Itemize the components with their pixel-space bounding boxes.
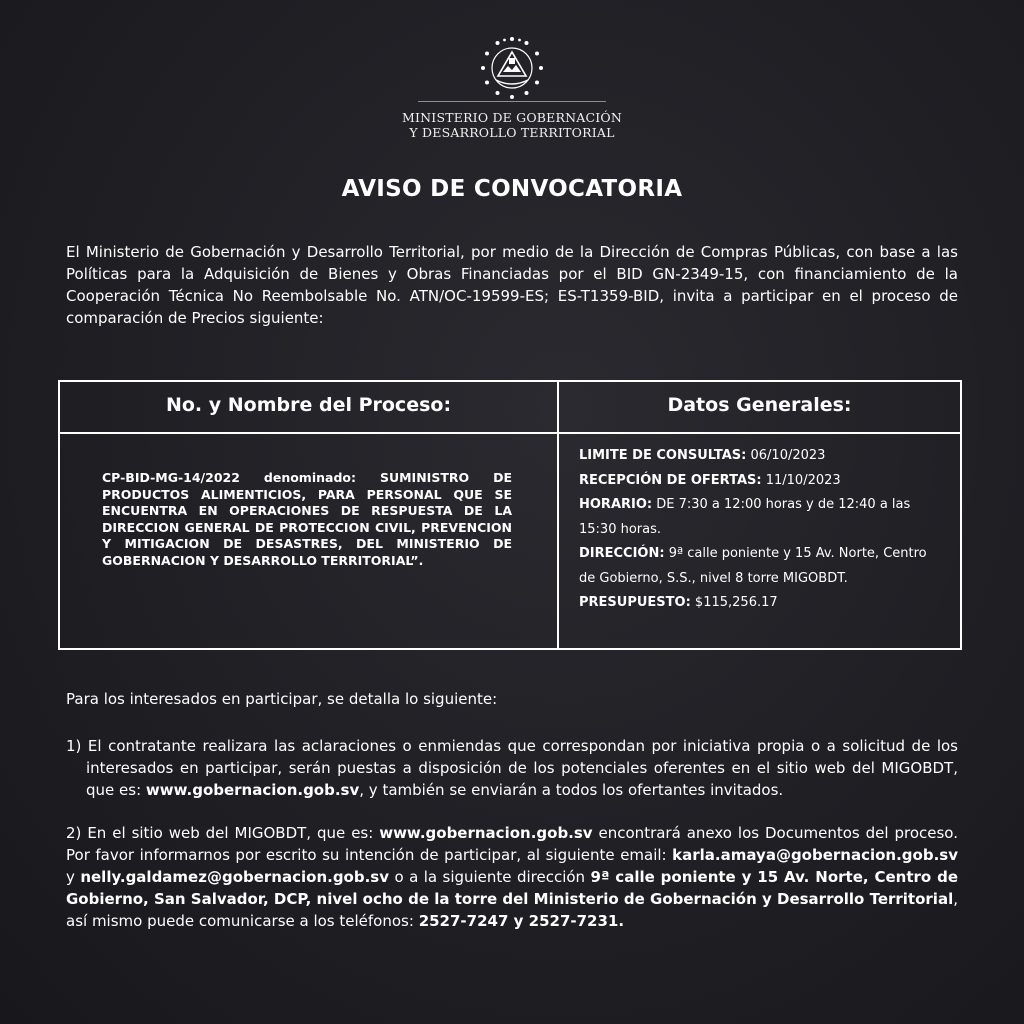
item-2-text-e: , así mismo puede comunicarse a los teléfonos: [66,890,958,930]
item-1 [66,735,958,801]
header-divider [418,101,606,102]
email-karla-link[interactable]: karla.amaya@gobernacion.gob.sv [672,846,958,864]
presupuesto-value: $115,256.17 [690,595,778,610]
process-table [58,380,962,650]
horario [579,493,939,542]
item-2-text-a: 2) En el sitio web del MIGOBDT, que es: [66,824,380,842]
horario-label: HORARIO: [579,497,653,512]
process-description: CP-BID-MG-14/2022 denominado: SUMINISTRO DE PRODUCTOS ALIMENTICIOS, PARA PERSONAL QUE SE ENCUENTRA EN OPERACIONES DE RESPUESTA DE LA DIRECCION GENERAL DE PROTECCION CIVIL, PREVENCION Y MITIGACION DE DESASTRES, DEL MINISTERIO DE GOBERNACION Y DESARROLLO TERRITORIAL”. [102,470,512,568]
limite-label: LIMITE DE CONSULTAS: [579,448,747,463]
intro-paragraph: El Ministerio de Gobernación y Desarrollo Territorial, por medio de la Dirección de Compras Públicas, con base a las Políticas para la Adquisición de Bienes y Obras Financiadas por el BID GN-2349-15, con financiamiento de la Cooperación Técnica No Reembolsable No. ATN/OC-19599-ES; ES-T1359-BID, invita a participar en el proceso de comparación de Precios siguiente: [66,243,958,327]
item-2-text-c: y [66,868,81,886]
email-nelly-link[interactable]: nelly.galdamez@gobernacion.gob.sv [80,868,390,886]
recepcion-ofertas [579,469,939,494]
address-text: 9ª calle poniente y 15 Av. Norte, Centro de Gobierno, San Salvador, DCP, nivel ocho de la torre del Ministerio de Gobernación y Desarrollo Territorial [66,868,959,908]
table-header-divider [60,432,960,434]
direccion-label: DIRECCIÓN: [579,546,665,561]
presupuesto-label: PRESUPUESTO: [579,595,691,610]
general-data [579,444,939,616]
ministry-line-1: MINISTERIO DE GOBERNACIÓN [402,110,622,125]
phone-numbers: 2527-7247 y 2527-7231. [418,912,625,930]
item-2-text-b: encontrará anexo los Documentos del proceso. Por favor informarnos por escrito su intención de participar, al siguiente email: [66,824,958,864]
table-column-divider [557,382,559,648]
ministry-name [362,110,662,140]
recepcion-value: 11/10/2023 [761,472,841,488]
table-header-datos: Datos Generales: [667,394,852,416]
item-1-text-b: , y también se enviarán a todos los ofertantes invitados. [359,781,784,799]
recepcion-label: RECEPCIÓN DE OFERTAS: [579,472,762,488]
item-2-text-d: o a la siguiente dirección [389,868,591,886]
presupuesto [579,591,939,616]
ministry-line-2: Y DESARROLLO TERRITORIAL [409,125,615,140]
participation-intro: Para los interesados en participar, se detalla lo siguiente: [66,690,498,708]
item-1-text-a: 1) El contratante realizara las aclaraciones o enmiendas que correspondan por iniciativa propia o a solicitud de los interesados en participar, serán puestas a disposición de los potenciales oferentes en el sitio web del MIGOBDT, que es: [66,737,958,799]
limite-value: 06/10/2023 [746,448,826,463]
horario-value: DE 7:30 a 12:00 horas y de 12:40 a las 15:30 horas. [579,497,911,537]
item-2 [66,822,958,932]
page-title: AVISO DE CONVOCATORIA [341,176,683,202]
item-2-website-link[interactable]: www.gobernacion.gob.sv [379,824,593,842]
direccion [579,542,939,591]
table-header-process: No. y Nombre del Proceso: [165,394,452,416]
limite-consultas [579,444,939,469]
item-1-website-link[interactable]: www.gobernacion.gob.sv [145,781,360,799]
direccion-value: 9ª calle poniente y 15 Av. Norte, Centro de Gobierno, S.S., nivel 8 torre MIGOBDT. [579,546,927,586]
coat-of-arms-icon [478,34,546,102]
